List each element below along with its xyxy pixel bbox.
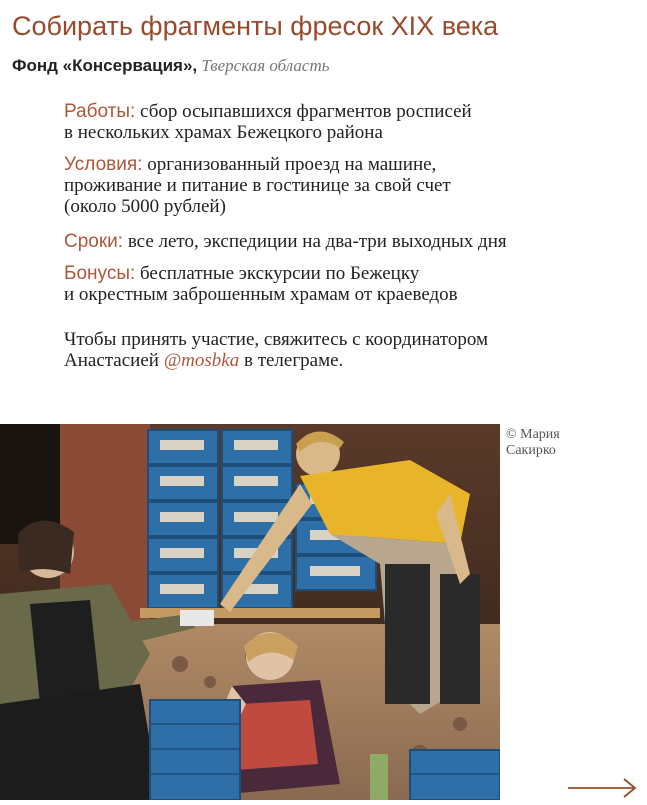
photo-credit-line-2: Сакирко (506, 443, 556, 458)
page-title: Собирать фрагменты фресок XIX века (12, 11, 499, 41)
works-text-line-2: в нескольких храмах Бежецкого района (64, 122, 383, 143)
works-section (64, 101, 634, 143)
conditions-section (64, 154, 634, 217)
arrow-right-icon[interactable] (566, 776, 638, 800)
bonus-label: Бонусы: (64, 263, 136, 284)
bonus-text-line-1: бесплатные экскурсии по Бежецку (140, 263, 420, 284)
telegram-handle-link[interactable]: @mosbka (163, 350, 240, 371)
organization-name: Фонд «Консервация» (12, 56, 193, 75)
conditions-text-line-2: проживание и питание в гостинице за свой счет (64, 175, 451, 196)
contact-line-2-pre: Анастасией (64, 350, 159, 371)
contact-line-2-post: в телеграме. (243, 350, 344, 371)
conditions-label: Условия: (64, 154, 143, 175)
bonus-text-line-2: и окрестным заброшенным храмам от краеведов (64, 284, 458, 305)
bonus-section (64, 263, 634, 305)
subtitle (12, 54, 329, 78)
dates-text: все лето, экспедиции на два-три выходных дня (127, 231, 507, 252)
region-name: Тверская область (201, 56, 330, 75)
contact-section (64, 329, 634, 371)
dates-section (64, 231, 634, 252)
dates-label: Сроки: (64, 231, 124, 252)
works-label: Работы: (64, 101, 136, 122)
photo-credit-line-1: © Мария (506, 427, 560, 442)
conditions-text-line-1: организованный проезд на машине, (147, 154, 437, 175)
photo-credit (506, 427, 626, 459)
expedition-photo (0, 424, 500, 800)
subtitle-separator: , (192, 56, 198, 75)
contact-line-1: Чтобы принять участие, свяжитесь с координатором (64, 329, 488, 350)
conditions-text-line-3: (около 5000 рублей) (64, 196, 226, 217)
works-text-line-1: сбор осыпавшихся фрагментов росписей (140, 101, 472, 122)
